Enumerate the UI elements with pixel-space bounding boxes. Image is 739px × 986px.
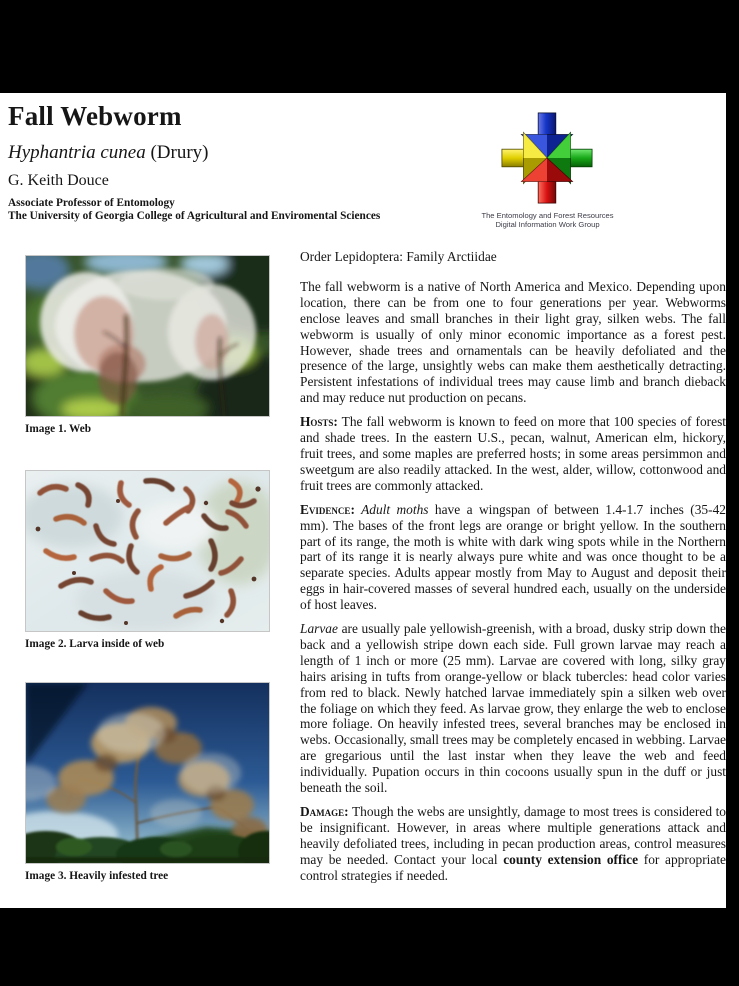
damage-text-2: for appropriate control strategies if needed. [300, 851, 726, 883]
taxonomy-line: Order Lepidoptera: Family Arctiidae [300, 249, 497, 264]
figure-larvae [25, 470, 268, 650]
document-page [0, 93, 726, 908]
hosts-text: The fall webworm is known to feed on more that 100 species of forest and shade trees. In the eastern U.S., pecan, walnut, American elm, hickory, fruit trees, and some maples are preferred hosts; in some areas persimmon and sweetgum are also readily attacked. In the west, alder, willow, cottonwood and fruit trees are commonly attacked. [300, 414, 726, 493]
article-body [300, 249, 726, 892]
evidence-text: have a wingspan of between 1.4-1.7 inches (35-42 mm). The bases of the front legs are orange or bright yellow. In the southern part of its range, the moth is white with dark wing spots while in the Northern part of its range it is nearly always pure white and was once thought to be a separate species. Adults appear mostly from May to August and deposit their eggs in hair-covered masses of several hundred each, usually on the underside of host leaves. [300, 501, 726, 613]
species-name [8, 142, 209, 164]
work-group-logo-icon [498, 109, 596, 207]
paragraph-larvae [300, 621, 726, 796]
figure-web [25, 255, 268, 435]
paragraph-intro: The fall webworm is a native of North America and Mexico. Depending upon location, there can be from one to four generations per year. Webworms enclose leaves and small branches in their light gray, silken webs. The fall webworm is usually of only minor economic importance as a forest pest. However, shade trees and ornamentals can be heavily defoliated and the presence of the large, unsightly webs can make them aesthetically detracting. Persistent infestations of individual trees may cause limb and branch dieback and may reduce nut production on pecans. [300, 278, 726, 406]
evidence-heading: Evidence: [300, 501, 355, 517]
logo-caption-line-1: The Entomology and Forest Resources [481, 211, 614, 220]
affiliation-line-1: Associate Professor of Entomology [8, 197, 175, 209]
figure-caption-3: Image 3. Heavily infested tree [25, 870, 169, 882]
author-name: G. Keith Douce [8, 172, 109, 189]
larvae-photo [25, 470, 270, 632]
logo-caption-line-2: Digital Information Work Group [495, 220, 600, 229]
species-authority: (Drury) [145, 142, 209, 163]
web-photo [25, 255, 270, 417]
author-affiliation [8, 197, 380, 223]
paragraph-evidence [300, 502, 726, 613]
paragraph-hosts [300, 414, 726, 494]
infested-tree-photo [25, 682, 270, 864]
figure-infested-tree [25, 682, 268, 882]
figure-caption-1: Image 1. Web [25, 423, 92, 435]
evidence-italic-term: Adult moths [354, 501, 429, 517]
paragraph-damage [300, 804, 726, 884]
page-title: Fall Webworm [8, 101, 182, 131]
damage-heading: Damage: [300, 804, 349, 819]
damage-text-1: Though the webs are unsightly, damage to most trees is considered to be insignificant. However, in areas where multiple generations attack and heavily defoliated trees, including in pecan production areas, control measures may be needed. Contact your local [300, 804, 726, 867]
figure-caption-2: Image 2. Larva inside of web [25, 638, 165, 650]
affiliation-line-2: The University of Georgia College of Agricultural and Enviromental Sciences [8, 210, 381, 222]
damage-bold-term: county extension office [503, 851, 639, 867]
larvae-text: are usually pale yellowish-greenish, with a broad, dusky strip down the back and a yellowish stripe down each side. Full grown larvae may reach a length of 1 inch or more (25 mm). Larvae are covered with long, silky gray hairs arising in tufts from orange-yellow or black tubercles: head color varies from red to black. Newly hatched larvae immediately spin a silken web over the foliage on which they feed. As larvae grow, they enlarge the web to enclose more foliage. On heavily infested trees, several branches may be enclosed in webs. Occasionally, small trees may be completely encased in webbing. Larvae are gregarious until the last instar when they leave the web and feed individually. Pupation occurs in thin cocoons usually spun in the duff or just beneath the soil. [300, 621, 726, 796]
larvae-italic-term: Larvae [300, 621, 338, 637]
logo-caption [430, 211, 665, 229]
species-latin: Hyphantria cunea [8, 142, 146, 163]
hosts-heading: Hosts: [300, 414, 338, 430]
